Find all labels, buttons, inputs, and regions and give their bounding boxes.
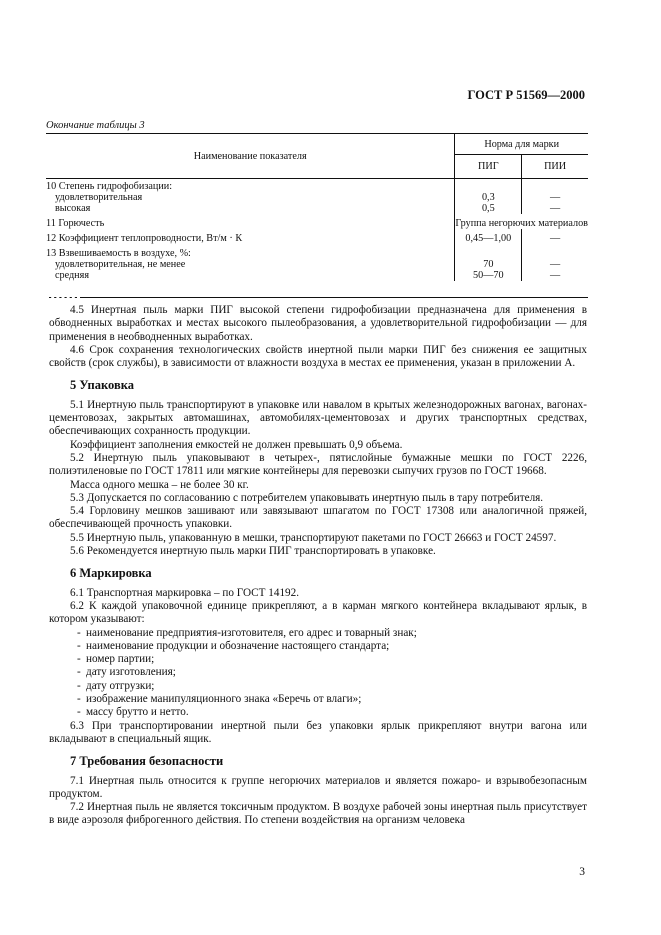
row-subitem: удовлетворительная (55, 192, 143, 203)
cell-value: 70 (483, 259, 494, 270)
table-bottom-rule (46, 297, 588, 298)
column-header-pig: ПИГ (455, 155, 522, 179)
paragraph-5-6: 5.6 Рекомендуется инертную пыль марки ПИГ транспортировать в упаковке. (70, 545, 436, 558)
table-row (46, 214, 588, 229)
paragraph-5-4: 5.4 Горловину мешков зашивают или завязывают шпагатом по ГОСТ 17308 или аналогичной пряжей, обеспечивающей прочность упаковки. (49, 505, 587, 531)
row-name: 10 Степень гидрофобизации: (46, 181, 173, 192)
paragraph-6-1: 6.1 Транспортная маркировка – по ГОСТ 14192. (70, 586, 300, 599)
list-item: - дату изготовления; (49, 666, 587, 679)
cell-value: — (550, 192, 561, 203)
row-subitem: удовлетворительная, не менее (55, 259, 186, 270)
cell-value: — (550, 203, 561, 214)
column-header-pii: ПИИ (522, 155, 588, 179)
list-item: - массу брутто и нетто. (49, 706, 587, 719)
paragraph-4-5: 4.5 Инертная пыль марки ПИГ высокой степени гидрофобизации предназначена для применения в обводненных выработках и местах высокого пылеобразования, а удовлетворительной гидрофобизации — для применения в необводненных выработках. (49, 304, 587, 343)
column-header-name: Наименование показателя (46, 134, 455, 179)
paragraph-7-2: 7.2 Инертная пыль не является токсичным продуктом. В воздухе рабочей зоны инертная пыль присутствует в виде аэрозоля фиброгенного действия. По степени воздействия на организм человека (49, 801, 587, 827)
column-header-norm: Норма для марки (455, 134, 588, 155)
section-heading-packaging: 5 Упаковка (70, 378, 134, 393)
norms-table (46, 133, 588, 281)
cell-value: — (550, 270, 561, 281)
paragraph-6-3: 6.3 При транспортировании инертной пыли без упаковки ярлык прикрепляют внутри вагона или вкладывают в специальный ящик. (49, 719, 587, 745)
table-row (46, 179, 588, 215)
paragraph-5-5: 5.5 Инертную пыль, упакованную в мешки, транспортируют пакетами по ГОСТ 26663 и ГОСТ 24597. (70, 531, 557, 544)
paragraph-5-2: 5.2 Инертную пыль упаковывают в четырех-, пятислойные бумажные мешки по ГОСТ 2226, полиэтиленовые по ГОСТ 17811 или мягкие контейнеры для перевозки сыпучих грузов по ГОСТ 19668. (49, 451, 587, 478)
table-row (46, 229, 588, 244)
page-number: 3 (579, 866, 585, 878)
paragraph-5-3: 5.3 Допускается по согласованию с потребителем упаковывать инертную пыль в тару потребителя. (70, 491, 544, 504)
document-body (49, 304, 587, 828)
cell-value: 0,3 (481, 192, 495, 203)
section-heading-safety: 7 Требования безопасности (70, 754, 224, 769)
paragraph-5-1-note: Коэффициент заполнения емкостей не должен превышать 0,9 объема. (70, 438, 403, 451)
paragraph-7-1: 7.1 Инертная пыль относится к группе негорючих материалов и является пожаро- и взрывобезопасным продуктом. (49, 774, 587, 800)
list-item: - изображение манипуляционного знака «Беречь от влаги»; (49, 693, 587, 706)
paragraph-4-6: 4.6 Срок сохранения технологических свойств инертной пыли марки ПИГ без снижения ее защитных свойств (срок службы), в зависимости от влажности воздуха в местах ее применения, указан в приложении А. (49, 343, 587, 370)
list-item: - наименование предприятия-изготовителя, его адрес и товарный знак; (49, 627, 587, 640)
row-subitem: средняя (55, 270, 90, 281)
row-name: 11 Горючесть (46, 218, 105, 229)
cell-value: 0,45—1,00 (465, 233, 512, 244)
table-caption: Окончание таблицы 3 (46, 120, 145, 131)
document-id: ГОСТ Р 51569—2000 (467, 88, 585, 102)
cell-value: 0,5 (481, 203, 495, 214)
cell-value: 50—70 (473, 270, 504, 281)
paragraph-5-1: 5.1 Инертную пыль транспортируют в упаковке или навалом в крытых железнодорожных вагонах, вагонах-цементовозах, закрытых автомашинах, автомобилях-цементовозах и других транспортных средствах, обеспечивающих сохранность продукции. (49, 398, 587, 438)
list-item: - номер партии; (49, 653, 587, 666)
paragraph-5-2-note: Масса одного мешка – не более 30 кг. (70, 478, 249, 491)
cell-value: Группа негорючих материалов (455, 218, 588, 229)
list-item: - наименование продукции и обозначение настоящего стандарта; (49, 640, 587, 653)
cell-value: — (550, 233, 561, 244)
table-row (46, 244, 588, 281)
row-name: 12 Коэффициент теплопроводности, Вт/м · К (46, 233, 243, 244)
row-name: 13 Взвешиваемость в воздухе, %: (46, 248, 191, 259)
row-subitem: высокая (55, 203, 91, 214)
paragraph-6-2: 6.2 К каждой упаковочной единице прикрепляют, а в карман мягкого контейнера вкладывают ярлык, в котором указывают: (49, 599, 587, 626)
cell-value: — (550, 259, 561, 270)
list-item: - дату отгрузки; (49, 680, 587, 693)
section-heading-marking: 6 Маркировка (70, 566, 152, 581)
